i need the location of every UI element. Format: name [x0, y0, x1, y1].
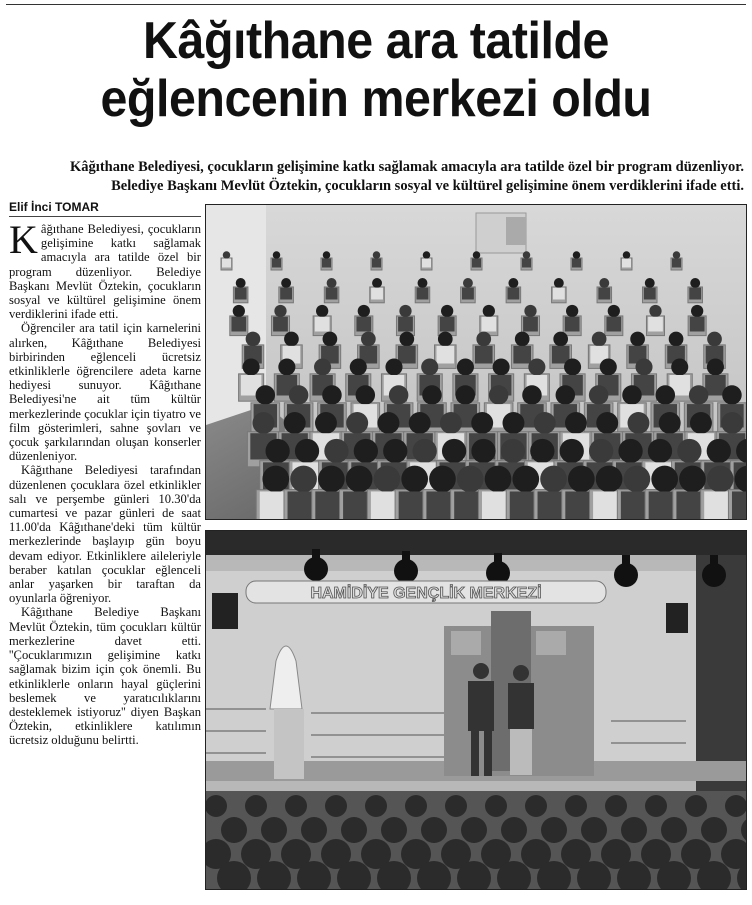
headline-line-2: eğlencenin merkezi oldu: [100, 70, 652, 128]
article-paragraph-2: Öğrenciler ara tatil için karnelerini alırken, Kâğıthane Belediyesi birbirinden eğlenceli ücretsiz etkinliklerle öğrencilere adeta karne hediyesi sunuyor. Kâğıthane Belediyesi'ne ait tüm kültür merkezlerinde çocuklar için tiyatro ve film gösterimleri, sahne şovları ve çocuk şarkılarından oluşan konserler düzenleniyor.: [9, 321, 201, 464]
byline-rule: [9, 216, 201, 217]
subheadline-line-1: Kâğıthane Belediyesi, çocukların gelişimine katkı sağlamak amacıyla ara tatilde özel bir program düzenliyor.: [70, 159, 744, 175]
photo-stage-performance: [205, 530, 747, 890]
photo-audience-illustration: [206, 205, 746, 519]
article-body: [9, 222, 201, 898]
top-rule: [6, 4, 746, 5]
photo-stage-illustration: [206, 531, 746, 889]
subheadline: [8, 158, 744, 196]
article-paragraph-4: Kâğıthane Belediye Başkanı Mevlüt Öztekin, tüm çocukları kültür merkezlerine davet etti. ''Çocuklarımızın gelişimine katkı sağlamak bizim için çok önemli. Bu etkinliklerle onların hayal güçlerini beslemek ve yaratıcılıklarını desteklemek istiyoruz'' diyen Başkan Öztekin, etkinliklere katılımın ücretsiz olduğunu belirtti.: [9, 605, 201, 748]
headline-line-1: Kâğıthane ara tatilde: [143, 12, 609, 70]
headline: [26, 12, 725, 128]
stage-banner-text: HAMİDİYE GENÇLİK MERKEZİ: [310, 585, 542, 602]
article-paragraph-1: Kâğıthane Belediyesi, çocukların gelişimine katkı sağlamak amacıyla ara tatilde özel bir program düzenliyor. Belediye Başkanı Mevlüt Öztekin, çocukların sosyal ve kültürel gelişimine önem verdiklerini ifade etti.: [9, 222, 201, 322]
subheadline-line-2: Belediye Başkanı Mevlüt Öztekin, çocukların sosyal ve kültürel gelişimine önem verdiklerini ifade etti.: [111, 178, 744, 194]
article-paragraph-3: Kâğıthane Belediyesi tarafından düzenlenen çocuklara özel etkinlikler salı ve perşembe günleri 10.30'da cumartesi ve pazar günleri de saat 11.00'da Kâğıthane'deki tüm kültür merkezlerinde başlayıp gün boyu devam ediyor. Etkinliklere aileleriyle beraber katılan çocuklar eğlenceli anlar yaşarken bir taraftan da oyunlarla öğreniyor.: [9, 463, 201, 606]
photo-audience-children: [205, 204, 747, 520]
byline: Elif İnci TOMAR: [9, 200, 99, 214]
dropcap: K: [9, 222, 38, 262]
